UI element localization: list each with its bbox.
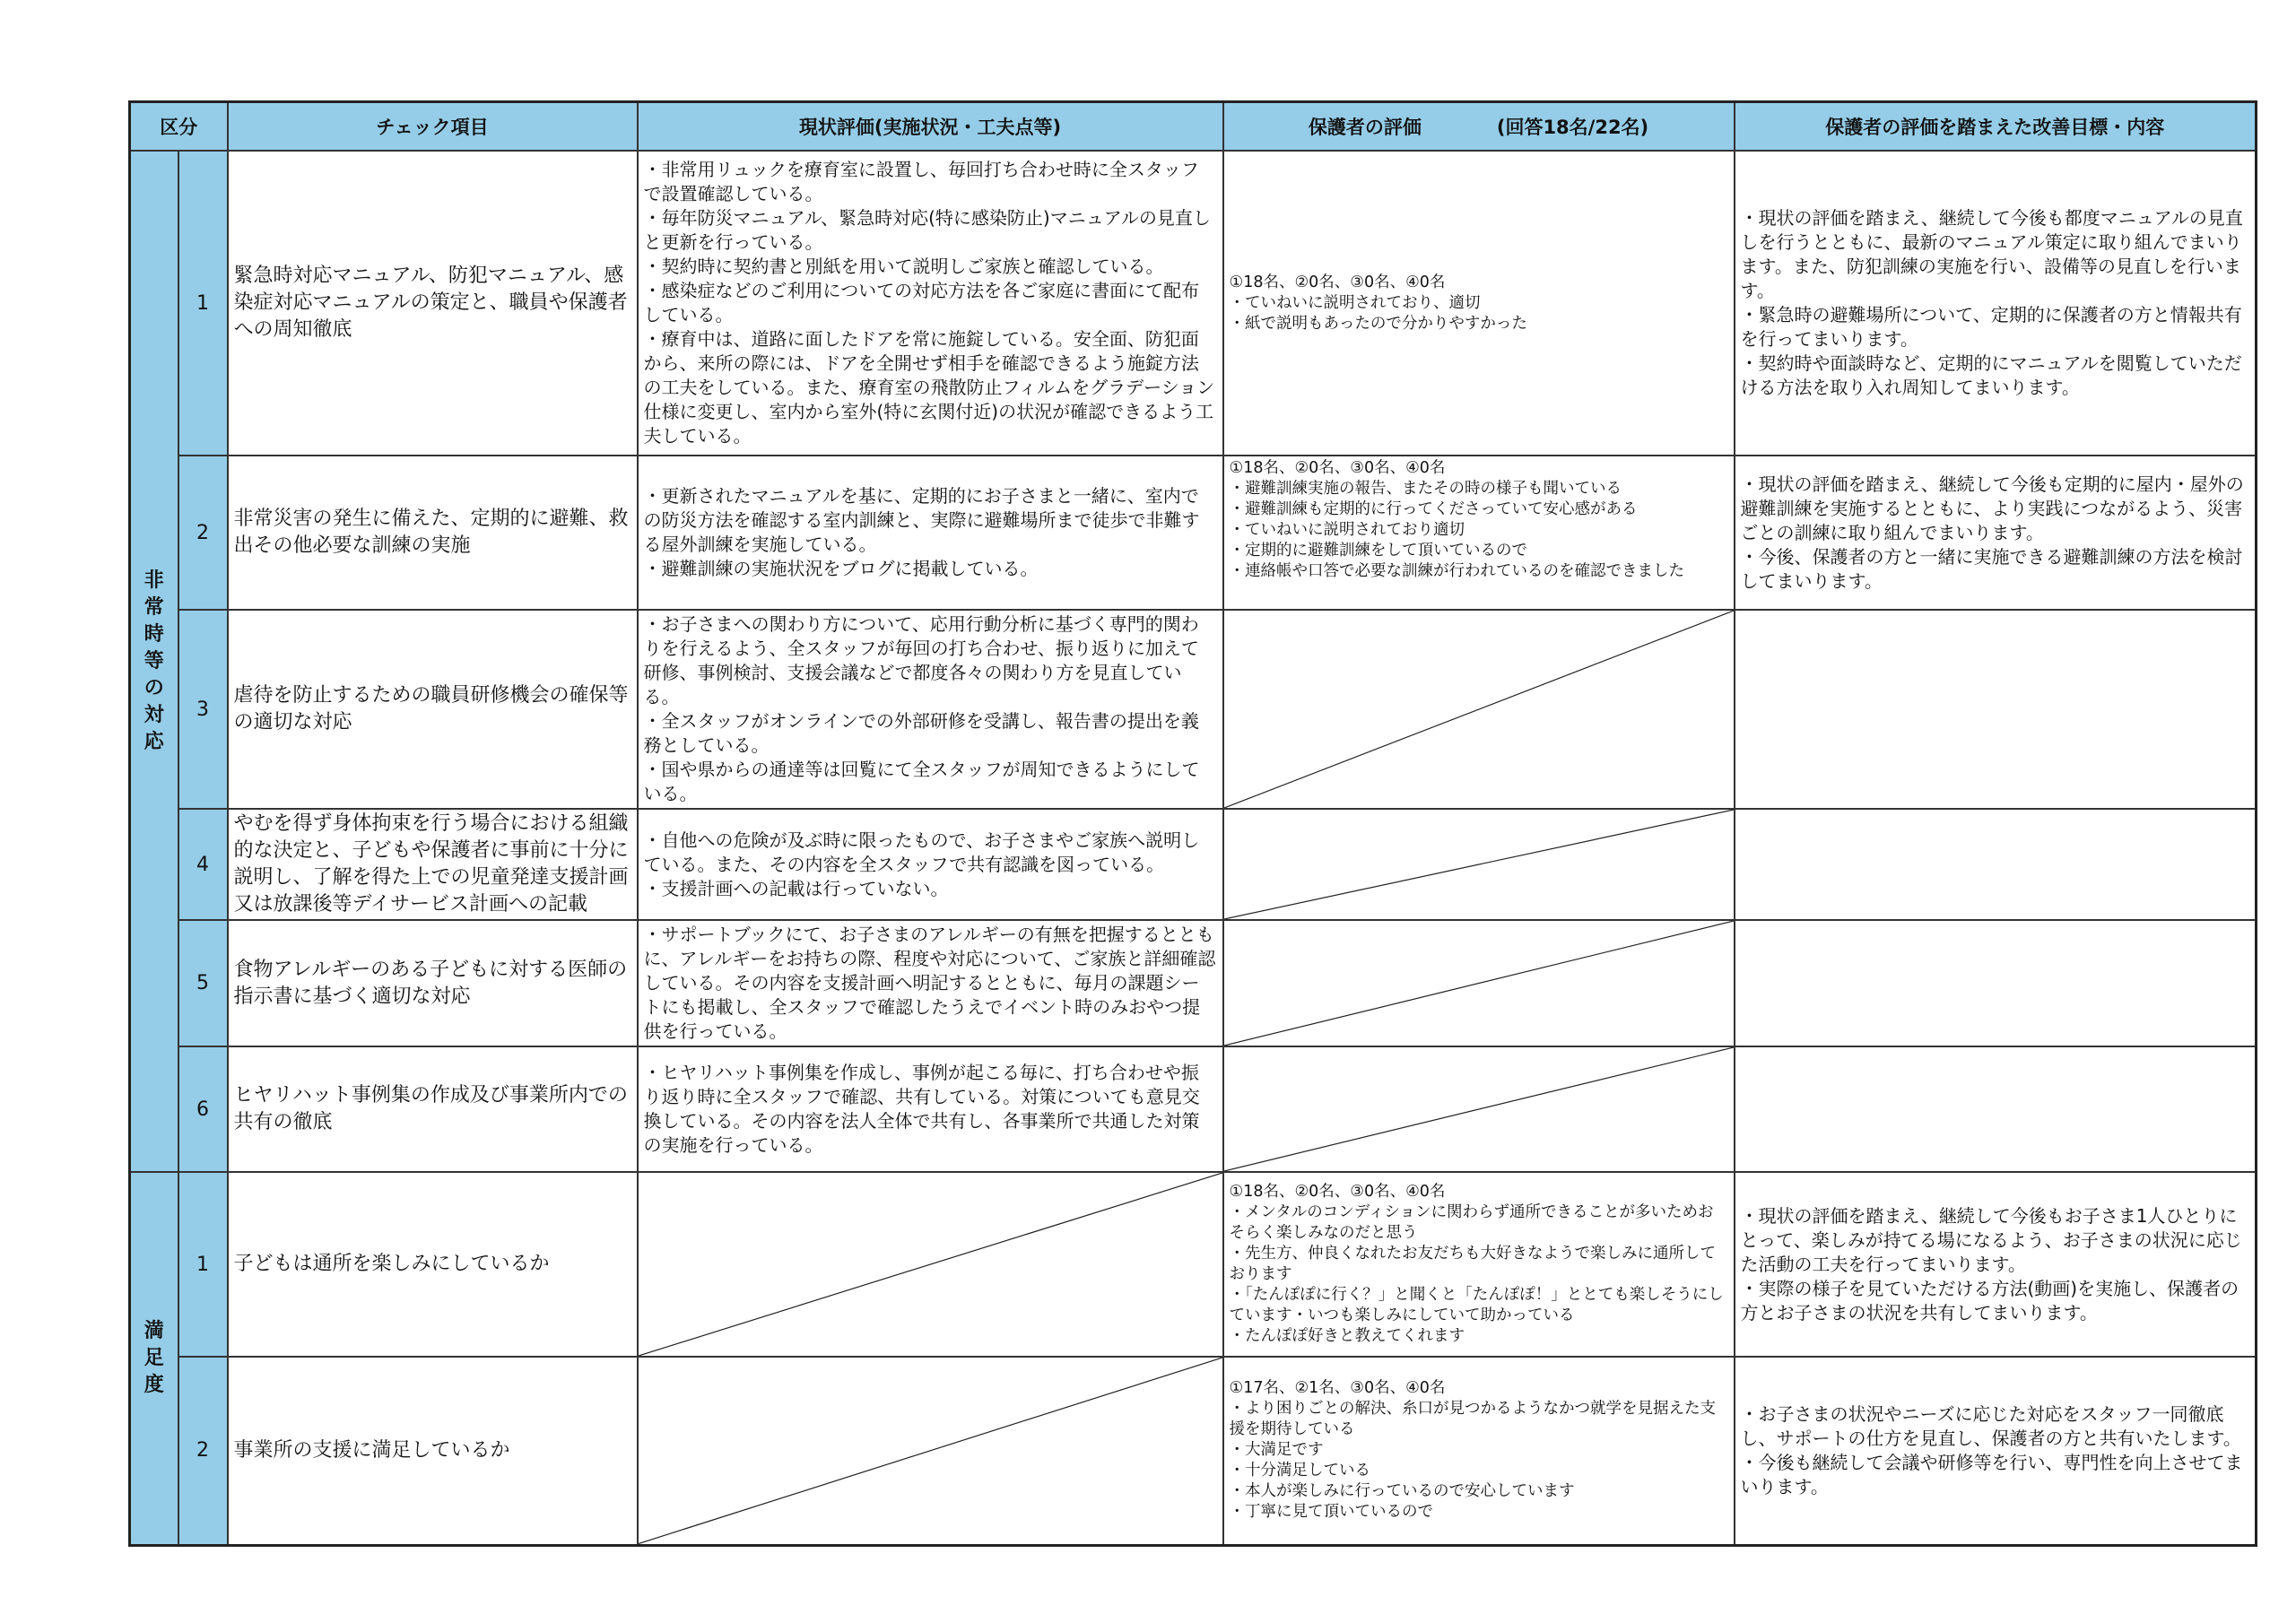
table-row	[130, 610, 2257, 809]
check-item: ヒヤリハット事例集の作成及び事業所内での共有の徹底	[228, 1046, 638, 1172]
not-applicable-slash-cell	[1223, 610, 1735, 809]
table-row	[130, 151, 2257, 456]
row-number: 4	[178, 809, 228, 920]
header-category: 区分	[130, 102, 228, 152]
diagonal-slash	[1224, 1047, 1734, 1171]
current-eval-cell: ・サポートブックにて、お子さまのアレルギーの有無を把握するとともに、アレルギーをお持ちの際、程度や対応について、ご家族と詳細確認している。その内容を支援計画へ明記するとともに、毎月の課題シートにも掲載し、全スタッフで確認したうえでイベント時のみおやつ提供を行っている。	[638, 920, 1223, 1046]
row-number: 2	[178, 456, 228, 610]
diagonal-slash	[1224, 921, 1734, 1046]
table-row	[130, 1357, 2257, 1545]
header-improvement: 保護者の評価を踏まえた改善目標・内容	[1735, 102, 2257, 152]
row-number: 2	[178, 1357, 228, 1545]
diagonal-slash	[639, 1358, 1222, 1544]
table-row	[130, 809, 2257, 920]
improvement-cell: ・現状の評価を踏まえ、継続して今後もお子さま1人ひとりにとって、楽しみが持てる場になるよう、お子さまの状況に応じた活動の工夫を行ってまいります。 ・実際の様子を見ていただける方法(動画)を実施し、保護者の方とお子さまの状況を共有してまいります。	[1735, 1172, 2257, 1357]
header-current-eval: 現状評価(実施状況・工夫点等)	[638, 102, 1223, 152]
check-item: 事業所の支援に満足しているか	[228, 1357, 638, 1545]
check-item: 子どもは通所を楽しみにしているか	[228, 1172, 638, 1357]
empty-improvement-cell	[1735, 809, 2257, 920]
guardian-eval-cell: ①18名、②0名、③0名、④0名 ・避難訓練実施の報告、またその時の様子も聞いている ・避難訓練も定期的に行ってくださっていて安心感がある ・ていねいに説明されており適切 ・定期的に避難訓練をして頂いているので ・連絡帳や口答で必要な訓練が行われているのを確認できました	[1223, 456, 1735, 610]
check-item: やむを得ず身体拘束を行う場合における組織的な決定と、子どもや保護者に事前に十分に説明し、了解を得た上での児童発達支援計画又は放課後等デイサービス計画への記載	[228, 809, 638, 920]
table-row	[130, 1046, 2257, 1172]
not-applicable-slash-cell	[1223, 920, 1735, 1046]
guardian-eval-cell: ①18名、②0名、③0名、④0名 ・ていねいに説明されており、適切 ・紙で説明もあったので分かりやすかった	[1223, 151, 1735, 456]
current-eval-cell: ・自他への危険が及ぶ時に限ったもので、お子さまやご家族へ説明している。また、その内容を全スタッフで共有認識を図っている。 ・支援計画への記載は行っていない。	[638, 809, 1223, 920]
current-eval-cell: ・更新されたマニュアルを基に、定期的にお子さまと一緒に、室内での防災方法を確認する室内訓練と、実際に避難場所まで徒歩で非難する屋外訓練を実施している。 ・避難訓練の実施状況をブログに掲載している。	[638, 456, 1223, 610]
current-eval-cell: ・ヒヤリハット事例集を作成し、事例が起こる毎に、打ち合わせや振り返り時に全スタッフで確認、共有している。対策についても意見交換している。その内容を法人全体で共有し、各事業所で共通した対策の実施を行っている。	[638, 1046, 1223, 1172]
header-guardian-eval: 保護者の評価 (回答18名/22名)	[1223, 102, 1735, 152]
improvement-cell: ・お子さまの状況やニーズに応じた対応をスタッフ一同徹底し、サポートの仕方を見直し、保護者の方と共有いたします。 ・今後も継続して会議や研修等を行い、専門性を向上させてまいります。	[1735, 1357, 2257, 1545]
not-applicable-slash-cell	[638, 1357, 1223, 1545]
table-row	[130, 1172, 2257, 1357]
current-eval-cell: ・非常用リュックを療育室に設置し、毎回打ち合わせ時に全スタッフで設置確認している。 ・毎年防災マニュアル、緊急時対応(特に感染防止)マニュアルの見直しと更新を行っている。 ・契約時に契約書と別紙を用いて説明しご家族と確認している。 ・感染症などのご利用についての対応方法を各ご家庭に書面にて配布している。 ・療育中は、道路に面したドアを常に施錠している。安全面、防犯面から、来所の際には、ドアを全開せず相手を確認できるよう施錠方法の工夫をしている。また、療育室の飛散防止フィルムをグラデーション仕様に変更し、室内から室外(特に玄関付近)の状況が確認できるよう工夫している。	[638, 151, 1223, 456]
empty-improvement-cell	[1735, 920, 2257, 1046]
row-number: 6	[178, 1046, 228, 1172]
diagonal-slash	[639, 1173, 1222, 1356]
row-number: 5	[178, 920, 228, 1046]
diagonal-slash	[1224, 810, 1734, 919]
improvement-cell: ・現状の評価を踏まえ、継続して今後も都度マニュアルの見直しを行うとともに、最新のマニュアル策定に取り組んでまいります。また、防犯訓練の実施を行い、設備等の見直しを行います。 ・緊急時の避難場所について、定期的に保護者の方と情報共有を行ってまいります。 ・契約時や面談時など、定期的にマニュアルを閲覧していただける方法を取り入れ周知してまいります。	[1735, 151, 2257, 456]
guardian-eval-cell: ①17名、②1名、③0名、④0名 ・より困りごとの解決、糸口が見つかるようなかつ就学を見据えた支援を期待している ・大満足です ・十分満足している ・本人が楽しみに行っているので安心しています ・丁寧に見て頂いているので	[1223, 1357, 1735, 1545]
table-row	[130, 920, 2257, 1046]
table-row	[130, 456, 2257, 610]
diagonal-slash	[1224, 611, 1734, 808]
header-check-item: チェック項目	[228, 102, 638, 152]
self-evaluation-table	[128, 100, 2257, 1547]
check-item: 緊急時対応マニュアル、防犯マニュアル、感染症対応マニュアルの策定と、職員や保護者への周知徹底	[228, 151, 638, 456]
header-row	[130, 102, 2257, 152]
check-item: 非常災害の発生に備えた、定期的に避難、救出その他必要な訓練の実施	[228, 456, 638, 610]
improvement-cell: ・現状の評価を踏まえ、継続して今後も定期的に屋内・屋外の避難訓練を実施するとともに、より実践につながるよう、災害ごとの訓練に取り組んでまいります。 ・今後、保護者の方と一緒に実施できる避難訓練の方法を検討してまいります。	[1735, 456, 2257, 610]
empty-improvement-cell	[1735, 1046, 2257, 1172]
guardian-eval-cell: ①18名、②0名、③0名、④0名 ・メンタルのコンディションに関わらず通所できることが多いためおそらく楽しみなのだと思う ・先生方、仲良くなれたお友だちも大好きなようで楽しみに通所しております ・「たんぽぽに行く？」と聞くと「たんぽぽ！」ととても楽しそうにしています・いつも楽しみにしていて助かっている ・たんぽぽ好きと教えてくれます	[1223, 1172, 1735, 1357]
not-applicable-slash-cell	[1223, 809, 1735, 920]
not-applicable-slash-cell	[638, 1172, 1223, 1357]
empty-improvement-cell	[1735, 610, 2257, 809]
check-item: 食物アレルギーのある子どもに対する医師の指示書に基づく適切な対応	[228, 920, 638, 1046]
check-item: 虐待を防止するための職員研修機会の確保等の適切な対応	[228, 610, 638, 809]
not-applicable-slash-cell	[1223, 1046, 1735, 1172]
row-number: 1	[178, 151, 228, 456]
category-emergency: 非常時等の対応	[130, 151, 178, 1172]
row-number: 1	[178, 1172, 228, 1357]
row-number: 3	[178, 610, 228, 809]
current-eval-cell: ・お子さまへの関わり方について、応用行動分析に基づく専門的関わりを行えるよう、全スタッフが毎回の打ち合わせ、振り返りに加えて研修、事例検討、支援会議などで都度各々の関わり方を見直している。 ・全スタッフがオンラインでの外部研修を受講し、報告書の提出を義務としている。 ・国や県からの通達等は回覧にて全スタッフが周知できるようにしている。	[638, 610, 1223, 809]
category-satisfaction: 満足度	[130, 1172, 178, 1545]
